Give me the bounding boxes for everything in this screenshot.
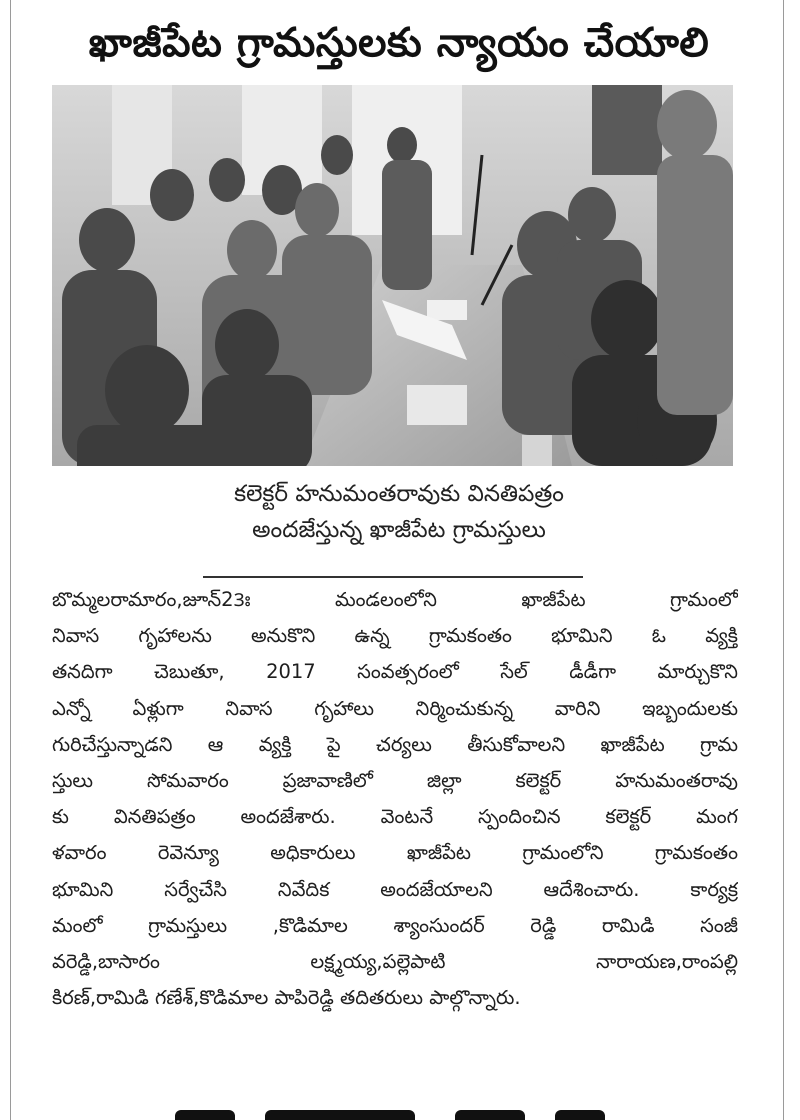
- body-line: నివాస గృహాలను అనుకొని ఉన్న గ్రామకంతం భూమిని ఓ వ్యక్తి: [52, 624, 738, 648]
- body-line: ళవారం రెవెన్యూ అధికారులు ఖాజీపేట గ్రామంలోని గ్రామకంతం: [52, 841, 738, 865]
- photo-caption: [14, 476, 784, 548]
- cropped-glyph: [555, 1110, 605, 1120]
- photo-illustration: [52, 85, 733, 466]
- cropped-glyph: [265, 1110, 415, 1120]
- article-body: [52, 582, 738, 1016]
- body-line: తనదిగా చెబుతూ, 2017 సంవత్సరంలో సేల్ డీడీగా మార్చుకొని: [52, 660, 738, 684]
- body-line: ఎన్నో ఏళ్లుగా నివాస గృహాలు నిర్మించుకున్న వారిని ఇబ్బందులకు: [52, 696, 738, 720]
- caption-line-2: అందజేస్తున్న ఖాజీపేట గ్రామస్తులు: [252, 517, 546, 543]
- body-line: బొమ్మలరామారం,జూన్23ః మండలంలోని ఖాజీపేట గ్రామంలో: [52, 588, 738, 611]
- cropped-glyph: [175, 1110, 235, 1120]
- body-line: కిరణ్,రామిడి గణేశ్,కొడిమాల పాపిరెడ్డి తదితరులు పాల్గొన్నారు.: [52, 986, 521, 1010]
- body-line: స్తులు సోమవారం ప్రజావాణిలో జిల్లా కలెక్టర్ హనుమంతరావు: [52, 769, 738, 793]
- body-line: కు వినతిపత్రం అందజేశారు. వెంటనే స్పందించిన కలెక్టర్ మంగ: [52, 805, 738, 829]
- body-line: వరెడ్డి,బాసారం లక్ష్మయ్య,పల్లెపాటి నారాయణ,రాంపల్లి: [52, 950, 738, 974]
- article-photo: [52, 85, 733, 466]
- body-line: గురిచేస్తున్నాడని ఆ వ్యక్తి పై చర్యలు తీసుకోవాలని ఖాజీపేట గ్రామ: [52, 732, 738, 756]
- caption-line-1: కలెక్టర్ హనుమంతరావుకు వినతిపత్రం: [234, 481, 564, 507]
- article-headline: ఖాజీపేట గ్రామస్తులకు న్యాయం చేయాలి: [88, 20, 710, 66]
- caption-divider: [203, 576, 583, 578]
- cropped-glyph: [455, 1110, 525, 1120]
- next-article-headline-fragment: [175, 1100, 615, 1120]
- body-line: మంలో గ్రామస్తులు ,కొడిమాల శ్యాంసుందర్ రెడ్డి రామిడి సంజీ: [52, 913, 738, 937]
- body-line: భూమిని సర్వేచేసి నివేదిక అందజేయాలని ఆదేశించారు. కార్యక్ర: [52, 877, 738, 901]
